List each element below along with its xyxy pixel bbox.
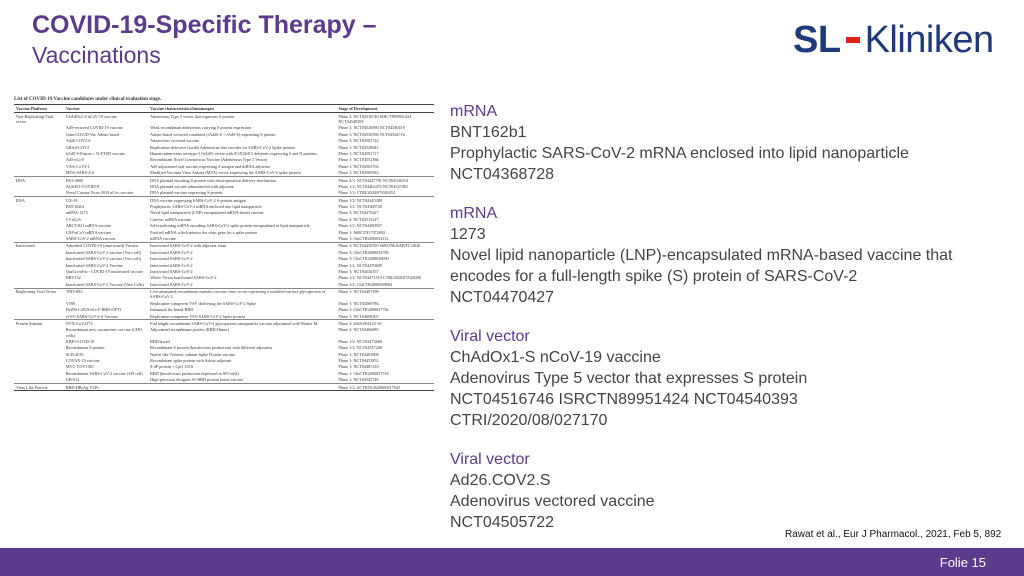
table-cell: Phase 1: ChiCTR2000034112 [338,236,389,242]
table-title: List of COVID-19 Vaccine candidates under clinical evaluation stage. [14,97,162,102]
slide-number: Folie 15 [939,555,986,570]
table-cell: Virus Like Particle [14,384,64,391]
table-cell: Inactivated SARS-CoV-2 vaccine (Vero cell) [65,249,142,255]
table-cell [14,170,64,177]
table-cell: Phase 1/2: ChiCTR2000038804 [338,281,392,287]
table-row [14,313,434,320]
table-cell: mRNA-1273 [65,210,88,216]
table-cell: Phase 1/2: NCT04471519 CTRI/2020/07/026300 [338,275,422,281]
table-cell: Inactivated SARS-CoV-2 vaccine (Vero cell) [65,256,142,262]
table-row [14,320,434,327]
table-cell: RBD-based [150,338,170,344]
table-row [14,357,434,363]
vaccine-group-title: mRNA [450,205,498,222]
vaccine-group-line: CTRI/2020/08/027170 [450,412,608,429]
table-cell: COVAX-19 vaccine [65,358,100,364]
vaccine-group-line: NCT04368728 [450,166,555,183]
table-cell: Phase 3: NCT04530357 [338,268,379,274]
table-cell: UB-612 [65,377,80,383]
table-cell: NVX-CoV2373 [64,320,148,327]
table-cell: Phase 1/2: NCT04368728 [338,204,382,210]
table-cell [14,377,64,384]
table-row [14,235,434,242]
table-cell: Ad5 adjuvanted oral vaccine expressing S antigen and dsRNA adjuvant [150,163,270,169]
vaccine-group [450,326,1010,431]
table-cell: Inactivated SARS-CoV-2 [150,262,193,268]
vaccine-group-line: BNT162b1 [450,124,527,141]
vaccine-summary-list [450,101,1010,551]
vaccine-group-line: Novel lipid nanoparticle (LNP)-encapsulated mRNA-based vaccine that [450,247,953,264]
table-cell: DNA vaccine expressing SARS-CoV-2 S-protein antigen [148,197,336,204]
table-cell: ChAdOx1-S nCoV-19 vaccine [65,113,117,119]
citation: Rawat et al., Eur J Pharmacol., 2021, Feb 5, 892 [785,529,1002,540]
table-row [14,113,434,125]
table-cell: INO-4800 [64,176,148,183]
table-cell: Phase 1/2: NCT04480957 [338,223,382,229]
vaccine-group-line: ChAdOx1-S nCoV-19 vaccine [450,349,661,366]
table-row [14,170,434,177]
table-row [14,144,434,150]
table-cell: GRAd-COV2 [65,144,90,150]
table-cell: QazCovid-in - COVID-19 inactivated vaccine [65,268,144,274]
table-cell: Adenovirus vectored vaccine [150,138,199,144]
table-cell: Intranasal flu-based-RBD [150,307,194,313]
table-cell: Replication-defective Gorilla Adenovirus that encodes for SARS-CoV-2 Spike protein [150,144,295,150]
footer-bar [0,548,1024,576]
vaccine-group-line: NCT04470427 [450,289,555,306]
table-header-cell: Vaccine [64,105,148,113]
table-row [14,327,434,339]
table-cell: GX-19 [64,197,148,204]
table-row [14,370,434,376]
table-row [14,345,434,351]
table-cell: Inactivated SARS-CoV-2 [150,281,193,287]
table-cell: Native like Trimeric subunit Spike Protein vaccine [150,351,236,357]
vaccine-group [450,101,1010,185]
table-cell: BNT162b1 [65,204,85,210]
table-cell: CVnCoV [65,216,82,222]
table-cell: Phase 3: NCT04505722 [338,138,379,144]
table-row [14,190,434,197]
table-cell: Phase 1: NCT04405908 [338,351,379,357]
vaccine-group-title: mRNA [450,103,498,120]
table-row [14,183,434,189]
table-cell: Replication-competent VSV delivering the SARS-CoV-2 Spike [150,300,257,306]
table-cell: Phase 1: NCT04453852 [338,358,379,364]
table-cell: MVC-COV1901 [65,364,94,370]
table-cell: Phase 3: NCT04470427 [338,210,379,216]
table-header-cell: Vaccine characteristics/Immunogen [148,105,336,113]
table-cell: Phase 1/2: NCT04473690 [338,338,382,344]
table-cell [14,235,64,242]
table-cell: Phase 1: NCT04528641 [338,144,379,150]
table-cell: Curevac mRNA vaccine [150,216,191,222]
table-cell: Phase 1: ISRCTN17072692 [338,229,386,235]
table-cell: Inactivated SARS-CoV-2 Vaccine (Vero Cells) [65,281,144,287]
table-cell: VXA-CoV2-1 [65,163,90,169]
slk-kliniken-logo [793,18,994,62]
table-cell [14,327,64,339]
table-cell: TMV-083 [64,288,148,300]
table-cell: RBD-HBsAg VLPs [64,384,148,391]
table-cell: Phase 1/2: CTRI/2020/07/026352 [338,190,395,196]
table-cell [14,281,64,288]
table-body [14,113,434,391]
vaccine-group-line: NCT04505722 [450,514,555,531]
table-cell: ARCT-021 mRNA vaccine [65,223,112,229]
table-cell: Phase 1/2: NCT04445389 [336,197,434,204]
table-row [14,384,434,391]
table-cell: Ad5-nCoV [65,157,85,163]
table-row [14,176,434,183]
table-cell: Phase 1/2: NCT04470609 [338,262,382,268]
table-cell: Phase 1/2: NCT04463472 NCT04527081 [338,183,409,189]
table-cell: LNP-nCoVsaRNA vaccine [65,229,112,235]
vaccine-table-image [14,97,434,567]
table-cell: DNA plasmid vaccine expressing S protein [150,190,223,196]
vaccine-group-title: Viral vector [450,328,530,345]
table-cell: Phase 1: NCT04497298 [336,288,434,300]
table-cell: Replication-competent VSV-SARS-CoV-2 Spike protein [150,313,245,319]
table-cell: Non-Replicating Viral vector [16,113,54,124]
slide-title: COVID-19-Specific Therapy – [32,11,377,39]
vaccine-group-line: encodes for a full-length spike (S) protein of SARS-CoV-2 [450,268,858,285]
table-cell: RBD (baculovirus production expressed in Sf9 cells) [150,370,239,376]
table-header-cell: Stage of Development [336,105,434,113]
table-cell: Purified mRNA which mimics the virus gene for a spike protein [150,229,258,235]
table-cell: mRNA vaccine [150,236,176,242]
table-cell: Modified Vaccinia Virus Ankara (MVA) vector expressing the SARS-CoV-2 spike protein [150,170,301,176]
table-cell: Inactivated SARS-CoV-2 [150,256,193,262]
table-cell: Phase 1: NCT04608305 [338,313,379,319]
table-cell: Inactivated SARS-CoV-2 with adjuvant alum [148,242,336,249]
table-cell: Recombinant spike protein with Advax adjuvant [150,358,232,364]
table-row [14,210,434,216]
table-cell: SARS-CoV-2 mRNA vaccine [65,236,116,242]
table-row [14,157,434,163]
vaccine-group-line: Adenovirus Type 5 vector that expresses S protein [450,370,808,387]
table-cell: Ad5-vectored COVID-19 vaccine [65,125,123,131]
table-row [14,125,434,131]
table-cell: Live-attenuated recombinant measles vaccine virus vector expressing a modified surface glycoprotein of SARS-CoV-2 [148,288,336,300]
table-cell: Inactivated [14,242,64,249]
table-cell: Phase 2: NCT04466085 [338,327,379,333]
table-cell: Recombinant SARS-CoV-2 vaccine (Sf9 cell) [65,370,143,376]
table-cell: Inactivated SARS-CoV-2 [150,249,193,255]
table-cell: Recombinant S protein [65,345,105,351]
vaccine-group-title: Viral vector [450,451,530,468]
table-cell: Phase 2/3: NCT04447781 NCT04336410 [336,176,434,183]
logo-dash-icon [844,25,862,55]
table-cell: Phase 1/2: NCT04537208 [338,345,382,351]
table-cell: V590 [65,300,76,306]
table-cell: Phase 1: NCT04569383 [338,170,379,176]
table-cell: Self-replicating mRNA encoding SARS-CoV-2 spike protein encapsulated in lipid nanoparticle [150,223,310,229]
table-cell: Phase 3: NCT04456595 669/UN6.KEP/EC/2020 [336,242,434,249]
table-cell: Phase 2: NCT04515147 [338,216,379,222]
vaccine-group-line: Adenovirus vectored vaccine [450,493,655,510]
logo-right-text: Kliniken [864,18,994,61]
vaccine-group-line: Ad26.COV2.S [450,472,551,489]
title-block [32,10,377,70]
vaccine-table [14,104,434,391]
table-cell: Full length recombinant SARS-CoV-2 glycoprotein nanoparticle vaccine adjuvanted with Matrix M [148,320,336,327]
table-cell: Inactivated SARS-CoV-2 Vaccine [65,262,123,268]
table-row [14,288,434,300]
table-cell: Ad26.COV2.S [65,138,91,144]
vaccine-group-line: Prophylactic SARS-CoV-2 mRNA enclosed into lipid nanoparticle [450,145,909,162]
logo-left-text: SL [793,18,841,61]
table-cell: AG0301-COVID19 [65,183,100,189]
table-row [14,377,434,384]
vaccine-group [450,449,1010,533]
table-cell: Recombinant Novel Coronavirus Vaccine (Adenovirus Type 5 Vector) [150,157,268,163]
table-cell: SCB-2019 [65,351,84,357]
table-cell: Recombinant new coronavirus vaccine (CHO cells) [65,327,143,338]
table-cell: Inactivated SARS-CoV-2 [150,268,193,274]
table-row [14,223,434,229]
table-cell: Replicating Viral Vector [14,288,64,300]
table-cell: Phase 1: NCT04545749 [338,377,379,383]
table-row [14,163,434,169]
table-cell: Phase 3: ChiCTR2000039000 [338,256,389,262]
table-cell: Prophylactic SARS-CoV-2 mRNA enclosed into lipid nanoparticle [150,204,262,210]
table-cell: hAd5-S-Fusion + N-ETSD vaccine [65,150,125,156]
table-row [14,229,434,235]
table-cell: Adenovirus Type 5 vector that expresses S protein [150,113,235,119]
table-row [14,131,434,137]
table-cell: DelNS1-2019-nCoV-RBD-OPT1 [65,307,122,313]
table-cell: Phase 1: ChiCTR2000037782 [338,307,389,313]
table-cell: Novel Corona Virus-2019 nCov vaccine [65,190,134,196]
table-cell: DNA plasmid vaccine administered with adjuvant [150,183,234,189]
table-header-cell: Vaccine Platform [14,105,64,113]
slide-subtitle: Vaccinations [32,42,161,68]
table-cell [148,384,336,391]
table-cell: Phase 1: ChiCTR2000037518 [338,370,389,376]
table-cell: Whole Virion Inactivated SARS-CoV-2 [150,275,217,281]
table-row [14,242,434,249]
table-cell: Weak recombinant adenovirus carrying S protein expression [150,125,252,131]
table-row [14,351,434,357]
table-cell: Human adenovirus serotype 5 (hAd5) vector with E1/E2b/E3 deletions expressing S and N proteins [150,150,317,156]
table-cell [14,313,64,320]
table-cell: Novel lipid nanoparticle (LNP)-encapsulated mRNA-based vaccine [150,210,264,216]
table-cell: MVA-SARS-2-S [65,170,95,176]
table-row [14,197,434,204]
table-header-row [14,105,434,113]
table-cell: rVSV-SARS-CoV-2-S Vaccine [65,313,118,319]
table-row [14,281,434,288]
table-cell: Phase 3: NCT04530396 NCT04564716 [338,131,405,137]
table-cell: Gam-COVID-Vac Adeno-based [65,131,120,137]
table-cell: Recombinant S protein (baculovirus production) with different adjuvants [150,345,273,351]
table-cell: Phase 1: NCT04563702 [338,163,379,169]
table-cell: Phase 3: 2020-004123-16 [336,320,434,327]
table-cell: BBV152 [65,275,81,281]
table-cell: Protein Subunit [14,320,64,327]
table-cell: Phase 1: NCT04487210 [338,364,379,370]
table-cell: DNA plasmid encoding S protein with electroporation delivery mechanism [148,176,336,183]
vaccine-group-line: NCT04516746 ISRCTN89951424 NCT04540393 [450,391,798,408]
table-cell: S-2P protein + CpG 1018 [150,364,193,370]
table-cell: Phase 3: NCT04516746 ISRCTN89951424 NCT04540393 [338,113,412,124]
vaccine-group [450,203,1010,308]
table-cell: Phase 1: NCT04552366 [338,157,379,163]
table-cell: RNA [14,197,64,204]
table-cell: Adeno-based vectored combined (rAd26-S + rAd5-S) expressing S protein [150,131,276,137]
table-cell: Phase 1/2: ACTRN12620000817943 [336,384,434,391]
table-cell: Phase 3: NCT04526990 NCT04540419 [338,125,405,131]
table-row [14,203,434,209]
table-cell: Phase 3: ChiCTR2000034780 [338,249,389,255]
vaccine-group-line: 1273 [450,226,486,243]
table-cell: Adsorbed COVID-19 (inactivated) Vaccine [64,242,148,249]
table-cell: High-precision designer S1-RBD protein based vaccine [150,377,244,383]
table-cell: Phase 1: NCT04591717 [338,150,379,156]
table-cell: Adjuvanted recombinant protein (RBD-Dimer) [150,327,230,333]
table-row [14,150,434,156]
table-cell: Phase 1: NCT04569786 [338,300,379,306]
table-cell: DNA [14,176,64,183]
table-cell [14,190,64,197]
table-cell: KBP-COVID-19 [65,338,95,344]
